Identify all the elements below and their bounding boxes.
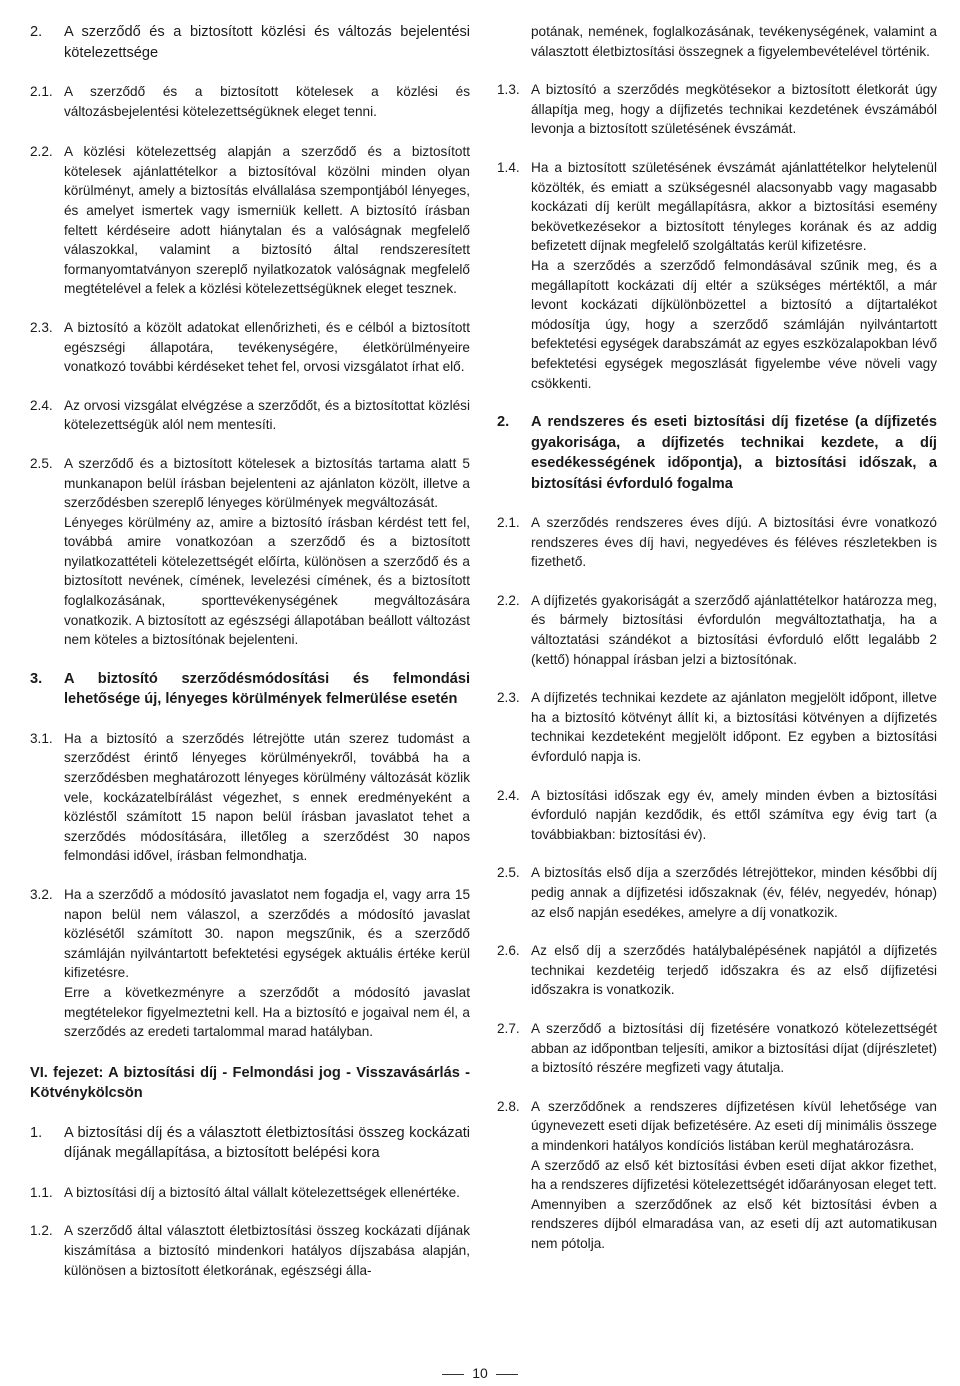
clause-text [531, 1097, 937, 1254]
paragraph: potának, nemének, foglalkozásának, tevékenységének, valamint a választott életbiztosítási összegnek a figyelembevételével történik. [531, 24, 937, 59]
section-heading [497, 412, 937, 494]
clause-text [64, 396, 470, 435]
paragraph: Ha a biztosított születésének évszámát ajánlattételkor helytelenül közölték, és emiatt a szükségesnél alacsonyabb vagy magasabb kockázati díj került megállapításra, akkor a biztosítási esemény bekövetkezésekor a biztosított tényleges korának és az addig befizetett díjnak megfelelő szolgáltatás kerül kifizetésre. [531, 159, 937, 254]
paragraph: Ha a szerződő a módosító javaslatot nem fogadja el, vagy arra 15 napon belül nem válaszol, a szerződés a módosító javaslat közlésétől számított 30. napon megszűnik, és a szerződő számláján nyilvántartott befektetési egységek aktuális értéke kerül kifizetésre. [64, 887, 470, 981]
left-column [30, 22, 470, 1280]
spacer [30, 121, 470, 142]
paragraph: A biztosító szerződésmódosítási és felmondási lehetősége új, lényeges körülmények felmerülése esetén [64, 670, 470, 708]
clause-number: 3.2. [30, 887, 53, 902]
clause-text [64, 729, 470, 866]
clause-number: 2.8. [497, 1098, 520, 1114]
clause-text [64, 454, 470, 650]
spacer [30, 1202, 470, 1221]
clause-number: 2.2. [30, 144, 53, 160]
clause-text [531, 591, 937, 669]
clause [497, 513, 937, 572]
clause-text [64, 885, 470, 1042]
clause-text [531, 941, 937, 1000]
paragraph: Erre a következményre a szerződőt a módosító javaslat megtételekor figyelmeztetni kell. Ha a biztosító e jogaival nem él, a szerződés az eredeti tartalommal marad hatályban. [64, 984, 470, 1040]
clause [30, 1221, 470, 1280]
clause-number: 2.1. [497, 515, 520, 531]
clause-text [531, 1019, 937, 1078]
clause [30, 318, 470, 377]
clause-number: 3. [30, 670, 43, 687]
clause-number: 2.6. [497, 943, 520, 959]
clause-number: 2.4. [30, 397, 53, 413]
paragraph: Lényeges körülmény az, amire a biztosító írásban kérdést tett fel, továbbá amire vonatkozóan a szerződő és a biztosított nyilatkozattételi kötelezettségét előírta, különösen a szerződő és a biztosított nevének, címének, levelezési címének, és a biztosított foglalkozásának, sporttevékenységének megváltozására vonatkozik. A biztosított az egészségi állapotában beállott változást nem köteles a biztosítónak bejelenteni. [64, 514, 470, 648]
clause [497, 158, 937, 393]
paragraph: Az orvosi vizsgálat elvégzése a szerződőt, és a biztosítottat közlési kötelezettségük alól nem mentesíti. [64, 397, 470, 433]
clause-number: 1.4. [497, 159, 520, 175]
clause-text [64, 669, 470, 710]
spacer [30, 1104, 470, 1123]
clause-number: 2. [497, 414, 510, 431]
spacer [30, 650, 470, 669]
footer-dash-right [496, 1374, 518, 1375]
section-heading [30, 22, 470, 63]
clause-number: 2.7. [497, 1020, 520, 1036]
section-heading [30, 669, 470, 710]
clause-text [64, 82, 470, 121]
clause-text [531, 80, 937, 139]
paragraph: A szerződő a biztosítási díj fizetésére vonatkozó kötelezettségét abban az időpontban teljesíti, amikor a biztosítási díjat (díjrészletet) a biztosító részére megfizeti vagy átutalja. [531, 1020, 937, 1076]
paragraph: A díjfizetés technikai kezdete az ajánlaton megjelölt időpont, illetve ha a biztosító kötvényt állít ki, a biztosítási kötvényen a díjfizetés technikai kezdeteként megjelölt időpont. Ez egyben a biztosítási évforduló napja is. [531, 690, 937, 765]
clause-text [64, 1221, 470, 1280]
chapter-heading [30, 1063, 470, 1104]
spacer [30, 435, 470, 454]
clause-number: 2.3. [30, 319, 53, 335]
spacer [497, 494, 937, 513]
clause [497, 863, 937, 922]
clause [30, 1183, 470, 1203]
clause-text [64, 318, 470, 377]
page-footer [0, 1364, 960, 1382]
spacer [497, 1078, 937, 1097]
clause [30, 82, 470, 121]
clause-number: 1.3. [497, 82, 520, 98]
clause-number: 2.4. [497, 787, 520, 803]
clause [497, 941, 937, 1000]
paragraph: A biztosító a szerződés megkötésekor a biztosított életkorát úgy állapítja meg, hogy a díjfizetés technikai kezdetének évszámából levonja a biztosított születésének évszámát. [531, 82, 937, 137]
clause-text [64, 1183, 470, 1203]
spacer [30, 299, 470, 318]
paragraph: A biztosítás első díja a szerződés létrejöttekor, minden későbbi díj pedig annak a díjfizetési időszaknak (év, félév, negyedév, hónap) az első napján esedékes, amelyre a díj vonatkozik. [531, 865, 937, 920]
paragraph: A biztosítási díj és a választott életbiztosítási összeg kockázati díjának megállapítása, a biztosított belépési kora [64, 1124, 470, 1162]
clause-number: 3.1. [30, 730, 53, 746]
spacer [30, 377, 470, 396]
clause [30, 454, 470, 650]
paragraph: A díjfizetés gyakoriságát a szerződő ajánlattételkor határozza meg, és bármely biztosítási évfordulón megváltoztathatja, ha a változtatási szándékot a biztosítási évforduló előtt legalább 2 (kettő) hónappal írásban jelzi a biztosítónak. [531, 592, 937, 667]
spacer [497, 139, 937, 158]
clause-text [531, 412, 937, 494]
spacer [30, 710, 470, 729]
clause-number: 2.2. [497, 592, 520, 608]
spacer [497, 669, 937, 688]
clause-text [64, 142, 470, 299]
clause-number: 2. [30, 24, 43, 40]
paragraph: VI. fejezet: A biztosítási díj - Felmondási jog - Visszavásárlás - Kötvénykölcsön [30, 1064, 470, 1102]
clause [30, 729, 470, 866]
spacer [30, 1164, 470, 1183]
clause [497, 1097, 937, 1254]
clause-text [30, 1063, 470, 1104]
clause [497, 22, 937, 61]
clause-number [497, 22, 531, 61]
clause-text [531, 158, 937, 393]
clause-number: 2.5. [497, 865, 520, 881]
clause-number: 2.1. [30, 84, 53, 99]
clause [497, 80, 937, 139]
paragraph: Ha a szerződés a szerződő felmondásával szűnik meg, és a megállapított kockázati díj eltér a szükséges mértéktől, a már levont kockázati díjkülönbözettel a biztosító a díjtartalékot módosítja úgy, hogy a szerződő számláján nyilvántartott befektetési egységek darabszámát az egyes eszközalapokban lévő befektetési egységek megoszlását figyelembe véve növeli vagy csökkenti. [531, 257, 937, 391]
clause-number: 1. [30, 1124, 43, 1141]
footer-dash-left [442, 1374, 464, 1375]
clause [497, 591, 937, 669]
clause-text [531, 786, 937, 845]
paragraph: A szerződő és a biztosított kötelesek a biztosítás tartama alatt 5 munkanapon belül írásban bejelenteni az ajánlaton közölt, illetve a szerződésben szereplő lényeges körülmények megváltozását. [64, 455, 470, 511]
spacer [497, 393, 937, 412]
paragraph: Ha a biztosító a szerződés létrejötte után szerez tudomást a szerződést érintő lényeges körülményekről, továbbá ha a szerződésben meghatározott lényeges körülmény változását közlik vele, kockázatelbírálást végezhet, s ennek eredményeként a közléstől számított 15 napon belül írásban javaslatot tehet a szerződés módosítására, illetőleg a szerződést 30 napos felmondási idővel, írásban felmondhatja. [64, 730, 470, 864]
clause-text [531, 22, 937, 61]
clause [30, 396, 470, 435]
page-number: 10 [472, 1365, 488, 1381]
section-heading [30, 1123, 470, 1164]
clause-text [531, 513, 937, 572]
paragraph: A szerződő az első két biztosítási évben eseti díjat akkor fizethet, ha a rendszeres díjfizetési kötelezettségét időarányosan eleget tett. [531, 1157, 937, 1193]
clause [497, 1019, 937, 1078]
paragraph: A szerződő és a biztosított közlési és változás bejelentési kötelezettsége [64, 24, 470, 61]
spacer [497, 1000, 937, 1019]
paragraph: A rendszeres és eseti biztosítási díj fizetése (a díjfizetés gyakorisága, a díjfizetés technikai kezdete, a díj esedékességének időpontja), a biztosítási időszak, a biztosítási évforduló fogalma [531, 414, 937, 492]
spacer [497, 922, 937, 941]
paragraph: A szerződő által választott életbiztosítási összeg kockázati díjának kiszámítása a biztosító mindenkori hatályos díjszabása alapján, különösen a biztosított életkorának, egészségi álla- [64, 1223, 470, 1278]
spacer [497, 844, 937, 863]
clause [30, 885, 470, 1042]
paragraph: Amennyiben a szerződőnek az első két biztosítási évben a rendszeres díjból elmaradása van, az eseti díj azt automatikusan nem pótolja. [531, 1196, 937, 1251]
clause-number: 1.1. [30, 1184, 53, 1200]
clause [30, 142, 470, 299]
paragraph: A szerződés rendszeres éves díjú. A biztosítási évre vonatkozó rendszeres éves díj havi, negyedéves és féléves részletekben is fizethető. [531, 515, 937, 570]
paragraph: A szerződőnek a rendszeres díjfizetésen kívül lehetősége van úgynevezett eseti díjak befizetésére. Az eseti díj minimális összege a mindenkori hatályos kondíciós listában kerül meghatározásra. [531, 1098, 937, 1153]
clause [497, 688, 937, 766]
spacer [30, 63, 470, 82]
paragraph: Az első díj a szerződés hatálybalépésének napjától a díjfizetés technikai kezdetéig terjedő időszakra és az első díjfizetési időszakra is vonatkozik. [531, 943, 937, 998]
spacer [30, 1042, 470, 1063]
paragraph: A biztosítási díj a biztosító által vállalt kötelezettségek ellenértéke. [64, 1184, 460, 1200]
paragraph: A szerződő és a biztosított kötelesek a közlési és változásbejelentési kötelezettségüknek eleget tenni. [64, 84, 470, 119]
spacer [30, 866, 470, 885]
spacer [497, 572, 937, 591]
clause [497, 786, 937, 845]
clause-text [64, 22, 470, 63]
spacer [497, 61, 937, 80]
right-column [497, 22, 937, 1254]
paragraph: A biztosító a közölt adatokat ellenőrizheti, és e célból a biztosított egészségi állapotára, tevékenységére, életkörülményeire vonatkozó további kérdéseket tehet fel, orvosi vizsgálatot írhat elő. [64, 319, 470, 375]
clause-text [531, 863, 937, 922]
clause-number: 1.2. [30, 1223, 53, 1239]
clause-text [64, 1123, 470, 1164]
paragraph: A közlési kötelezettség alapján a szerződő és a biztosított kötelesek ajánlattételkor a biztosítóval közölni minden olyan körülményt, amely a biztosítás elvállalása szempontjából lényeges, és amelyet ismertek vagy ismerniük kellett. A biztosító írásban feltett kérdéseire adott hiánytalan és a valóságnak megfelelő válaszokkal, valamint a biztosító által rendszeresített formanyomtatványon szereplő nyilatkozatok valóságnak megfelelő megtételével a felek a közlési kötelezettségüknek eleget tesznek. [64, 144, 470, 297]
spacer [497, 767, 937, 786]
paragraph: A biztosítási időszak egy év, amely minden évben a biztosítási évforduló napján kezdődik, és ettől számítva egy évig tart (a továbbiakban: biztosítási év). [531, 787, 937, 842]
clause-number: 2.3. [497, 690, 520, 706]
clause-text [531, 688, 937, 766]
clause-number: 2.5. [30, 455, 53, 471]
